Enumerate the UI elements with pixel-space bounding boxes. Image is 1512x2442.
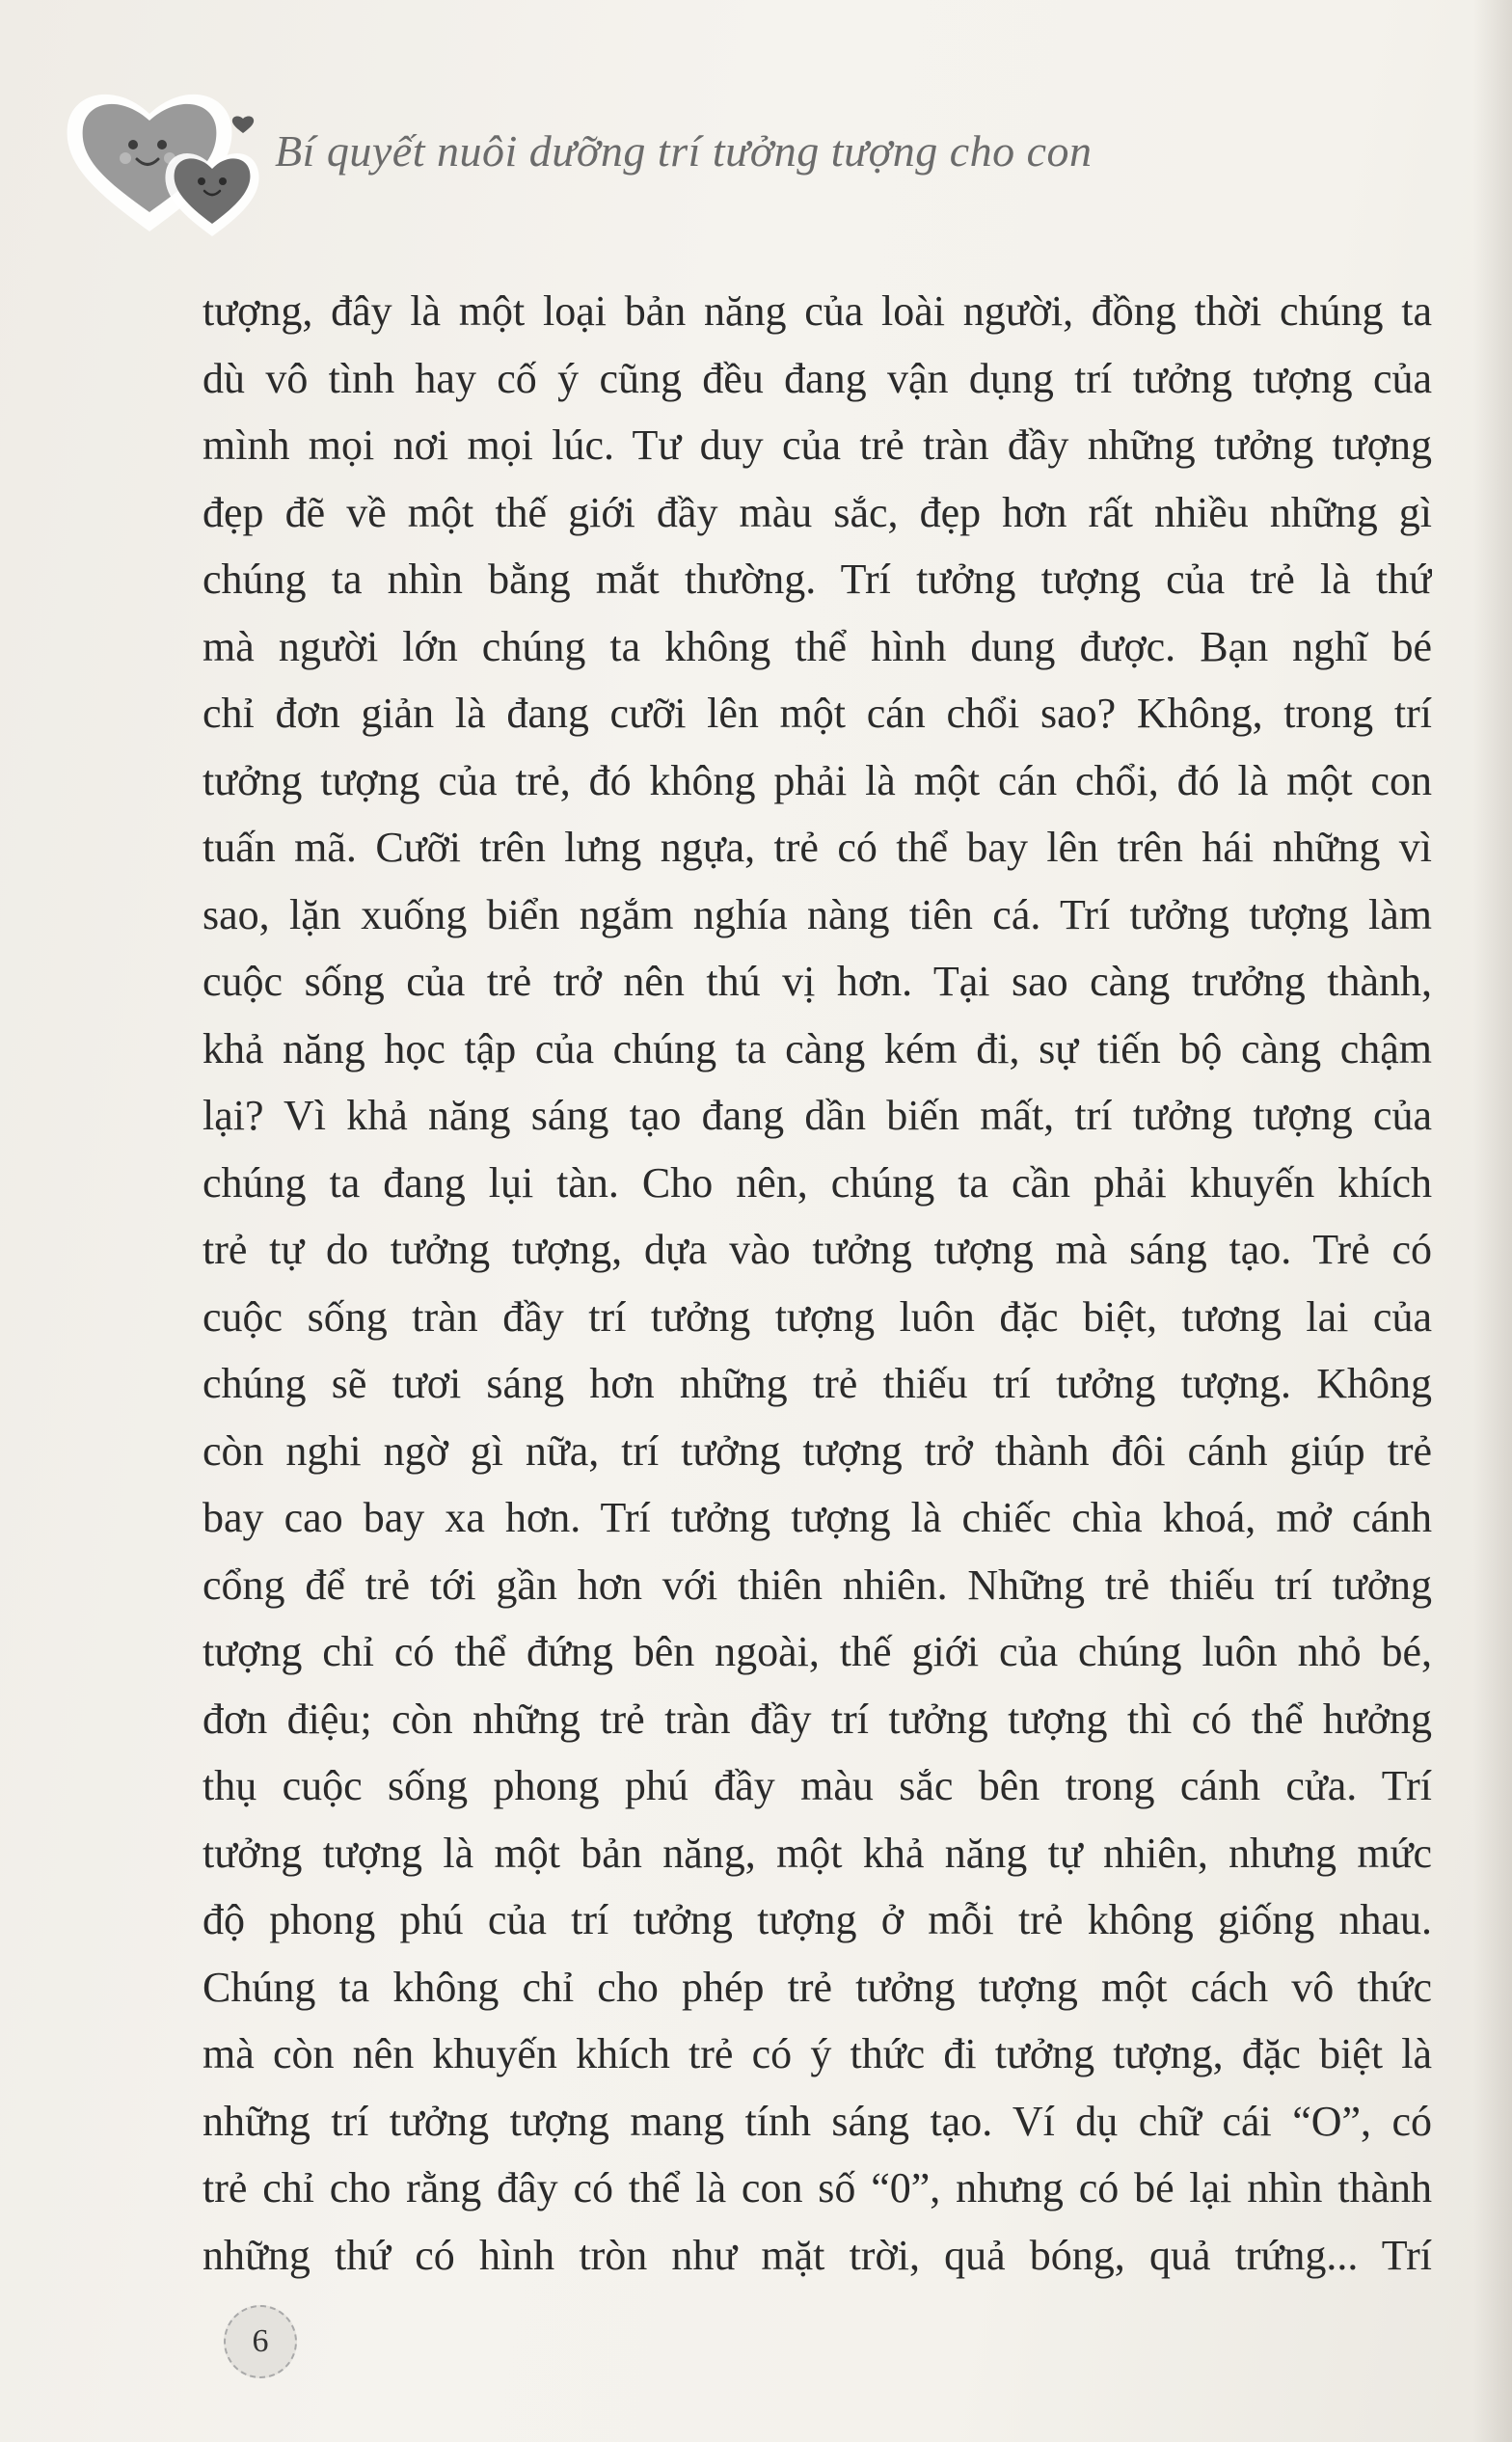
text-line: chúng ta nhìn bằng mắt thường. Trí tưởng tượng của trẻ là thứ xyxy=(202,556,1432,603)
page-number-badge xyxy=(224,2305,297,2378)
text-line: những trí tưởng tượng mang tính sáng tạo. Ví dụ chữ cái “O”, có xyxy=(202,2097,1432,2145)
page-number: 6 xyxy=(252,2323,269,2359)
smiling-hearts-icon xyxy=(58,68,289,241)
text-line: chúng sẽ tươi sáng hơn những trẻ thiếu trí tưởng tượng. Không xyxy=(202,1360,1432,1407)
text-line: dù vô tình hay cố ý cũng đều đang vận dụng trí tưởng tượng của xyxy=(202,354,1432,402)
text-line: khả năng học tập của chúng ta càng kém đi, sự tiến bộ càng chậm xyxy=(202,1024,1432,1072)
text-line: tượng, đây là một loại bản năng của loài người, đồng thời chúng ta xyxy=(202,287,1432,335)
text-line: những thứ có hình tròn như mặt trời, quả bóng, quả trứng... Trí xyxy=(202,2231,1432,2279)
text-line: cổng để trẻ tới gần hơn với thiên nhiên. Những trẻ thiếu trí tưởng xyxy=(202,1560,1432,1609)
text-line: mà còn nên khuyến khích trẻ có ý thức đi tưởng tượng, đặc biệt là xyxy=(202,2030,1432,2077)
text-line: bay cao bay xa hơn. Trí tưởng tượng là chiếc chìa khoá, mở cánh xyxy=(202,1494,1432,1541)
text-line: đẹp đẽ về một thế giới đầy màu sắc, đẹp hơn rất nhiều những gì xyxy=(202,488,1432,536)
text-line: sao, lặn xuống biển ngắm nghía nàng tiên cá. Trí tưởng tượng làm xyxy=(202,890,1432,938)
text-line: tưởng tượng là một bản năng, một khả năng tự nhiên, nhưng mức xyxy=(202,1829,1432,1877)
text-line: tượng chỉ có thể đứng bên ngoài, thế giới của chúng luôn nhỏ bé, xyxy=(202,1628,1432,1675)
text-line: còn nghi ngờ gì nữa, trí tưởng tượng trở thành đôi cánh giúp trẻ xyxy=(202,1426,1432,1475)
text-line: đơn điệu; còn những trẻ tràn đầy trí tưởng tượng thì có thể hưởng xyxy=(202,1695,1432,1743)
text-line: Chúng ta không chỉ cho phép trẻ tưởng tượng một cách vô thức xyxy=(202,1963,1432,2011)
text-line: tưởng tượng của trẻ, đó không phải là một cán chổi, đó là một con xyxy=(202,756,1432,804)
text-line: trẻ chỉ cho rằng đây có thể là con số “0”, nhưng có bé lại nhìn thành xyxy=(202,2164,1432,2211)
text-line: tuấn mã. Cưỡi trên lưng ngựa, trẻ có thể bay lên trên hái những vì xyxy=(202,824,1432,871)
text-line: mình mọi nơi mọi lúc. Tư duy của trẻ tràn đầy những tưởng tượng xyxy=(202,421,1432,469)
text-line: cuộc sống tràn đầy trí tưởng tượng luôn đặc biệt, tương lai của xyxy=(202,1292,1432,1341)
text-line: chỉ đơn giản là đang cưỡi lên một cán chổi sao? Không, trong trí xyxy=(202,690,1432,737)
text-line: thụ cuộc sống phong phú đầy màu sắc bên trong cánh cửa. Trí xyxy=(202,1762,1432,1809)
text-line: cuộc sống của trẻ trở nên thú vị hơn. Tại sao càng trưởng thành, xyxy=(202,958,1432,1005)
text-line: mà người lớn chúng ta không thể hình dung được. Bạn nghĩ bé xyxy=(202,622,1432,670)
text-line: lại? Vì khả năng sáng tạo đang dần biến mất, trí tưởng tượng của xyxy=(202,1092,1432,1139)
running-title: Bí quyết nuôi dưỡng trí tưởng tượng cho con xyxy=(275,126,1093,176)
page-header xyxy=(58,68,1215,260)
text-line: độ phong phú của trí tưởng tượng ở mỗi trẻ không giống nhau. xyxy=(202,1896,1432,1943)
body-text xyxy=(202,278,1432,2289)
text-line: chúng ta đang lụi tàn. Cho nên, chúng ta cần phải khuyến khích xyxy=(202,1158,1432,1207)
text-line: trẻ tự do tưởng tượng, dựa vào tưởng tượng mà sáng tạo. Trẻ có xyxy=(202,1226,1432,1273)
page-edge-shadow xyxy=(1473,0,1512,2442)
